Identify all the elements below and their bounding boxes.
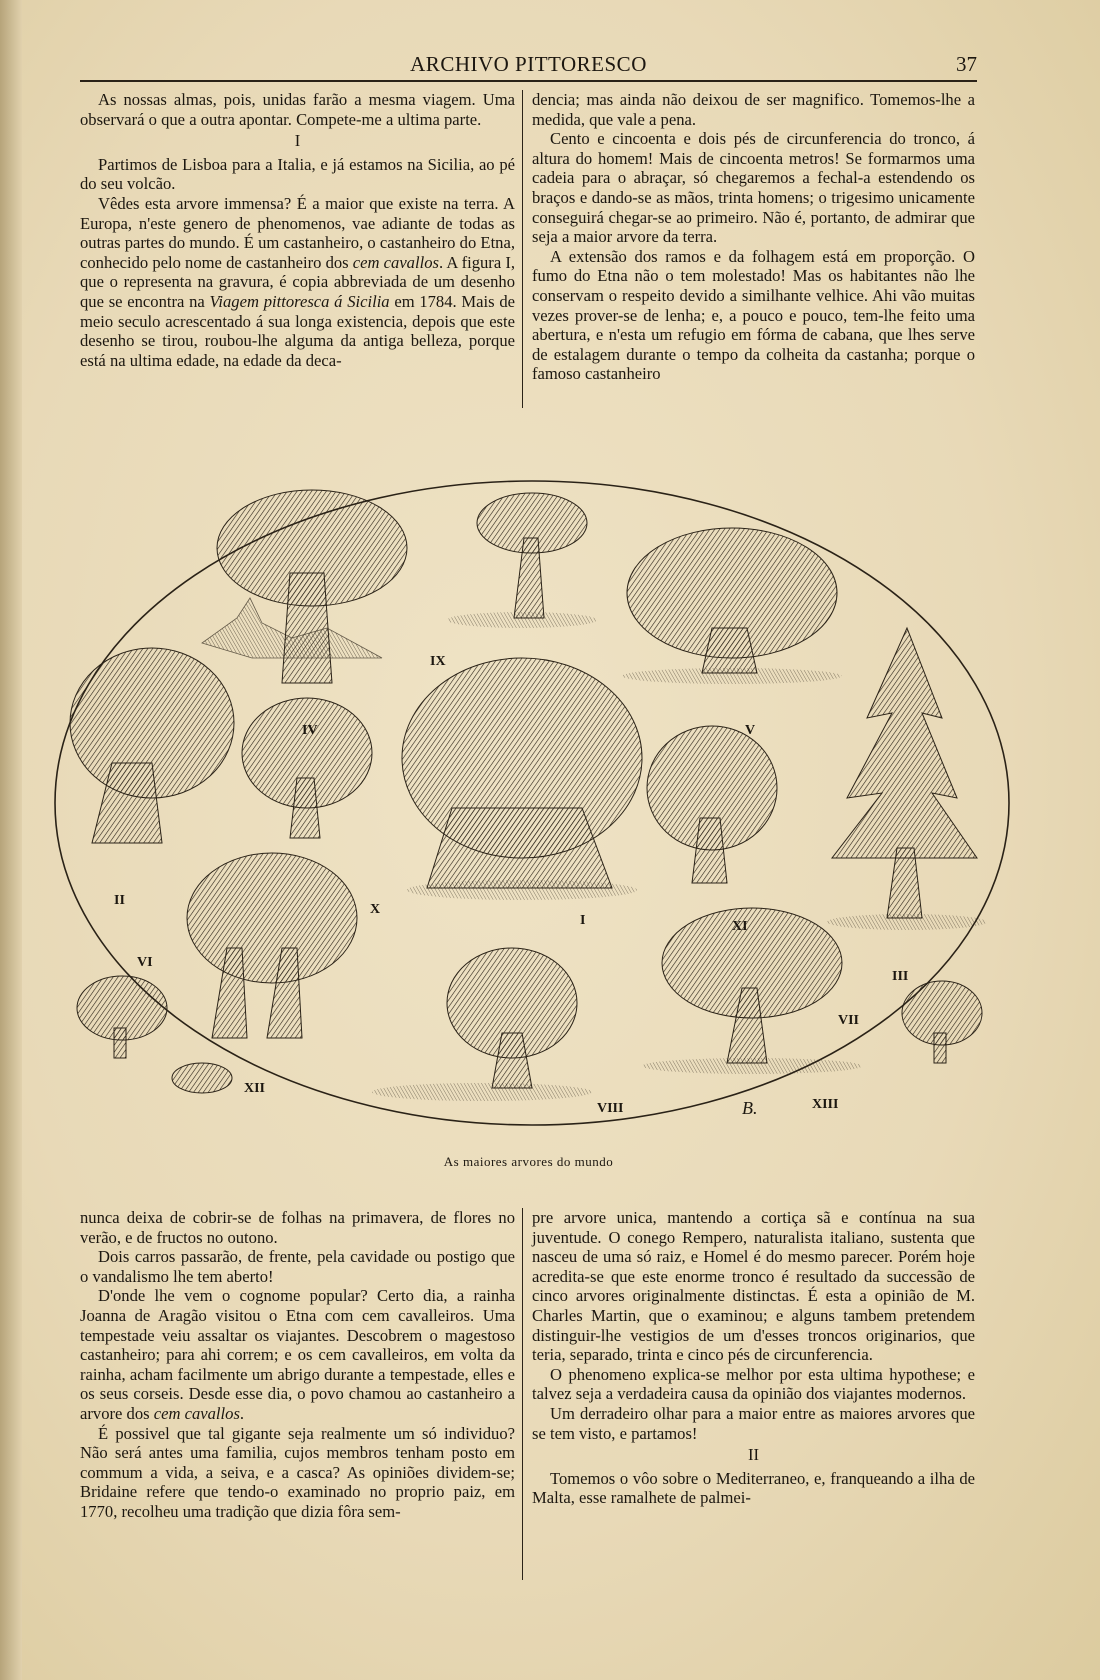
paragraph bbox=[80, 194, 515, 370]
tree-vii bbox=[642, 908, 862, 1074]
tree-viii bbox=[372, 948, 592, 1101]
column-top-right bbox=[532, 90, 975, 384]
italic-text: cem cavallos bbox=[153, 1403, 240, 1423]
label-vi: VI bbox=[137, 955, 153, 970]
column-top-left bbox=[80, 90, 515, 370]
paragraph: Tomemos o vôo sobre o Mediterraneo, e, franqueando a ilha de Malta, esse ramalhete de palmei- bbox=[532, 1468, 975, 1508]
paragraph: Cento e cincoenta e dois pés de circunferencia do tronco, á altura do homem! Mais de cincoenta metros! Se formarmos uma cadeia para o abraçar, só chegaremos a fechal-a estendendo os braços e dando-se as mãos, trinta homens; o trigesimo unicamente conseguirá chegar-se ao primeiro. Não é, portanto, de admirar que seja a maior arvore da terra. bbox=[532, 129, 975, 247]
paragraph: É possivel que tal gigante seja realmente um só individuo? Não será antes uma familia, cujos membros tenham posto em commum a vida, a seiva, e a casca? As opiniões dividem-se; Bridaine refere que tendo-o examinado no proprio paiz, em 1770, recolheu uma tradição que dizia fôra sem- bbox=[80, 1423, 515, 1521]
paragraph: Dois carros passarão, de frente, pela cavidade ou postigo que o vandalismo lhe tem aberto! bbox=[80, 1247, 515, 1286]
section-number: II bbox=[747, 1445, 760, 1465]
page-spine-shadow bbox=[0, 0, 22, 1680]
tree-x bbox=[242, 698, 372, 838]
label-xiii: XIII bbox=[812, 1097, 839, 1112]
column-divider bbox=[522, 1208, 523, 1580]
tree-v bbox=[622, 528, 842, 684]
label-ii: II bbox=[114, 893, 125, 908]
engraver-signature: B. bbox=[742, 1098, 758, 1118]
paragraph: O phenomeno explica-se melhor por esta ultima hypothese; e talvez seja a verdadeira causa da opinião dos viajantes modernos. bbox=[532, 1364, 975, 1404]
label-iii: III bbox=[892, 969, 909, 984]
tree-vi bbox=[187, 853, 357, 1038]
page-number: 37 bbox=[956, 52, 977, 76]
tree-ii bbox=[70, 648, 234, 843]
label-ix: IX bbox=[430, 654, 446, 669]
text-run: Vêdes esta arvore immensa? É a maior que existe na terra. A Europa, n'este genero de phenomenos, vae adiante de todas as outras partes do mundo. É um castanheiro, o castanheiro do Etna, conhecido pelo nome de castanheiro dos bbox=[80, 193, 515, 272]
paragraph: As nossas almas, pois, unidas farão a mesma viagem. Uma observará o que a outra apontar. Compete-me a ultima parte. bbox=[80, 90, 515, 129]
label-v: V bbox=[745, 723, 756, 738]
engraving-illustration bbox=[52, 478, 1012, 1138]
journal-title: ARCHIVO PITTORESCO bbox=[410, 52, 647, 76]
italic-text: cem cavallos bbox=[352, 252, 439, 272]
text-run: . bbox=[239, 1403, 245, 1423]
label-vii: VII bbox=[838, 1013, 860, 1028]
illustration-caption: As maiores arvores do mundo bbox=[443, 1154, 614, 1169]
text-run: D'onde lhe vem o cognome popular? Certo dia, a rainha Joanna de Aragão visitou o Etna com cem cavalleiros. Uma tempestade veiu assaltar os viajantes. Descobrem o magestoso castanheiro; para ahi correm; e os cem cavalleiros, em volta da rainha, acham facilmente um abrigo durante a tempestade, elles e os seus corseis. Desde esse dia, o povo chamou ao castanheiro a arvore dos bbox=[80, 1286, 515, 1423]
label-iv: IV bbox=[302, 723, 318, 738]
label-xi: XI bbox=[732, 919, 748, 934]
paragraph: Partimos de Lisboa para a Italia, e já estamos na Sicilia, ao pé do seu volcão. bbox=[80, 154, 515, 194]
paragraph: dencia; mas ainda não deixou de ser magnifico. Tomemos-lhe a medida, que vale a pena. bbox=[532, 90, 975, 129]
column-divider bbox=[522, 90, 523, 408]
paragraph: nunca deixa de cobrir-se de folhas na primavera, de flores no verão, e de fructos no outono. bbox=[80, 1208, 515, 1247]
tree-iv bbox=[202, 490, 407, 683]
label-i: I bbox=[580, 913, 586, 928]
tree-xiii bbox=[902, 981, 982, 1063]
italic-text: Viagem pittoresca á Sicilia bbox=[209, 291, 390, 311]
tree-ix bbox=[447, 493, 597, 628]
tree-iii-conifer bbox=[827, 628, 987, 930]
paragraph: pre arvore unica, mantendo a cortiça sã e contínua na sua juventude. O conego Rempero, naturalista italiano, sustenta que nasceu de uma só raiz, e Homel é do mesmo parecer. Porém hoje acredita-se que este enorme tronco é resultado da successão de cinco arvores originalmente distinctas. É esta a opinião de M. Charles Martin, que o examinou; e alguns tambem pretendem distinguir-lhe vestigios de um d'esses troncos originarios, que teria, separado, trinta e cinco pés de circunferencia. bbox=[532, 1208, 975, 1365]
label-xii: XII bbox=[244, 1081, 266, 1096]
section-number: I bbox=[294, 131, 301, 151]
column-bottom-right bbox=[532, 1208, 975, 1508]
label-viii: VIII bbox=[597, 1101, 624, 1116]
text-run: . A figura I, que o representa na gravura, é copia abbreviada de um desenho que se encontra na bbox=[80, 252, 516, 311]
page-header bbox=[80, 50, 977, 82]
paragraph bbox=[80, 1286, 515, 1423]
label-x: X bbox=[370, 902, 381, 917]
column-bottom-left bbox=[80, 1208, 515, 1522]
paragraph: A extensão dos ramos e da folhagem está em proporção. O fumo do Etna não o tem molestado! Mas os habitantes não lhe conservam o respeito devido a similhante velhice. Ahi vão muitas vezes prover-se de lenha; e, a pouco e pouco, tem-lhe feito uma abertura, e n'esta um refugio em fórma de cabana, que lhes serve de estalagem durante o tempo da colheita da castanha; porque o famoso castanheiro bbox=[532, 246, 975, 384]
tree-i-chestnut-etna bbox=[402, 658, 642, 900]
paragraph: Um derradeiro olhar para a maior entre as maiores arvores que se tem visto, e partamos! bbox=[532, 1403, 975, 1443]
tree-xi bbox=[647, 726, 777, 883]
text-run: em 1784. Mais de meio seculo acrescentado á sua longa existencia, depois que este desenho se tirou, roubou-lhe alguma da antiga belleza, porque está na ultima edade, na edade da deca- bbox=[80, 291, 515, 370]
tree-xii bbox=[77, 976, 232, 1093]
